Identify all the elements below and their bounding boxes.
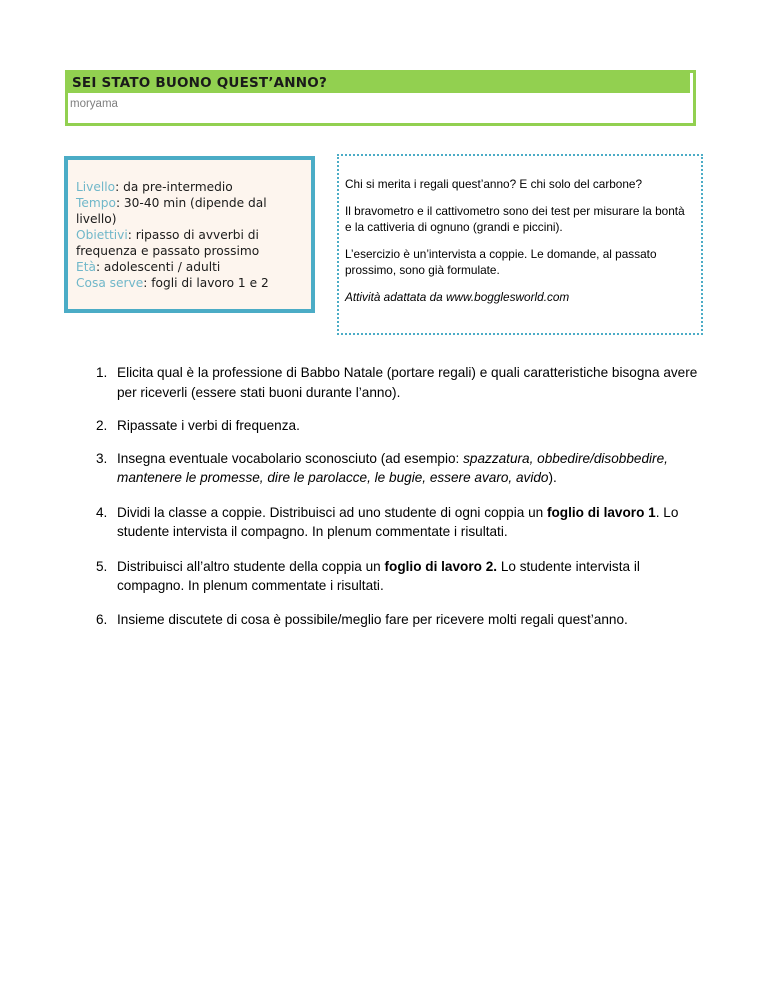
step-item: 5. Distribuisci all’altro studente della coppia un foglio di lavoro 2. Lo studente intervista il compagno. In plenum commentate i risultati. bbox=[96, 558, 640, 593]
author-name: moryama bbox=[70, 98, 118, 110]
step-item: 1. Elicita qual è la professione di Babbo Natale (portare regali) e quali caratteristiche bisogna avere per riceverli (essere stati buoni durante l’anno). bbox=[96, 365, 698, 400]
document-title: SEI STATO BUONO QUEST’ANNO? bbox=[68, 73, 690, 93]
description-question: Chi si merita i regali quest’anno? E chi solo del carbone? bbox=[345, 177, 643, 191]
info-time: Tempo: 30-40 min (dipende dal livello) bbox=[76, 196, 267, 226]
procedure-steps bbox=[96, 363, 708, 641]
activity-info-box bbox=[64, 156, 315, 313]
step-item: 3. Insegna eventuale vocabolario sconosciuto (ad esempio: spazzatura, obbedire/disobbedire, mantenere le promesse, dire le parolacce, le bugie, essere avaro, avido). bbox=[96, 450, 668, 485]
info-age: Età: adolescenti / adulti bbox=[76, 260, 221, 274]
title-box bbox=[65, 70, 696, 126]
description-exercise: L’esercizio è un’intervista a coppie. Le domande, al passato prossimo, sono già formulate. bbox=[345, 247, 657, 277]
description-box bbox=[337, 154, 703, 335]
description-tests: Il bravometro e il cattivometro sono dei test per misurare la bontà e la cattiveria di ognuno (grandi e piccini). bbox=[345, 204, 685, 234]
step-item: 4. Dividi la classe a coppie. Distribuisci ad uno studente di ogni coppia un foglio di lavoro 1. Lo studente intervista il compagno. In plenum commentate i risultati. bbox=[96, 504, 679, 539]
step-item: 6. Insieme discutete di cosa è possibile/meglio fare per ricevere molti regali quest’anno. bbox=[96, 611, 628, 627]
step-item: 2. Ripassate i verbi di frequenza. bbox=[96, 418, 300, 433]
info-materials: Cosa serve: fogli di lavoro 1 e 2 bbox=[76, 276, 269, 290]
info-level: Livello: da pre-intermedio bbox=[76, 180, 233, 194]
info-objectives: Obiettivi: ripasso di avverbi di frequenza e passato prossimo bbox=[76, 228, 260, 258]
description-credit: Attività adattata da www.bogglesworld.com bbox=[345, 290, 570, 304]
